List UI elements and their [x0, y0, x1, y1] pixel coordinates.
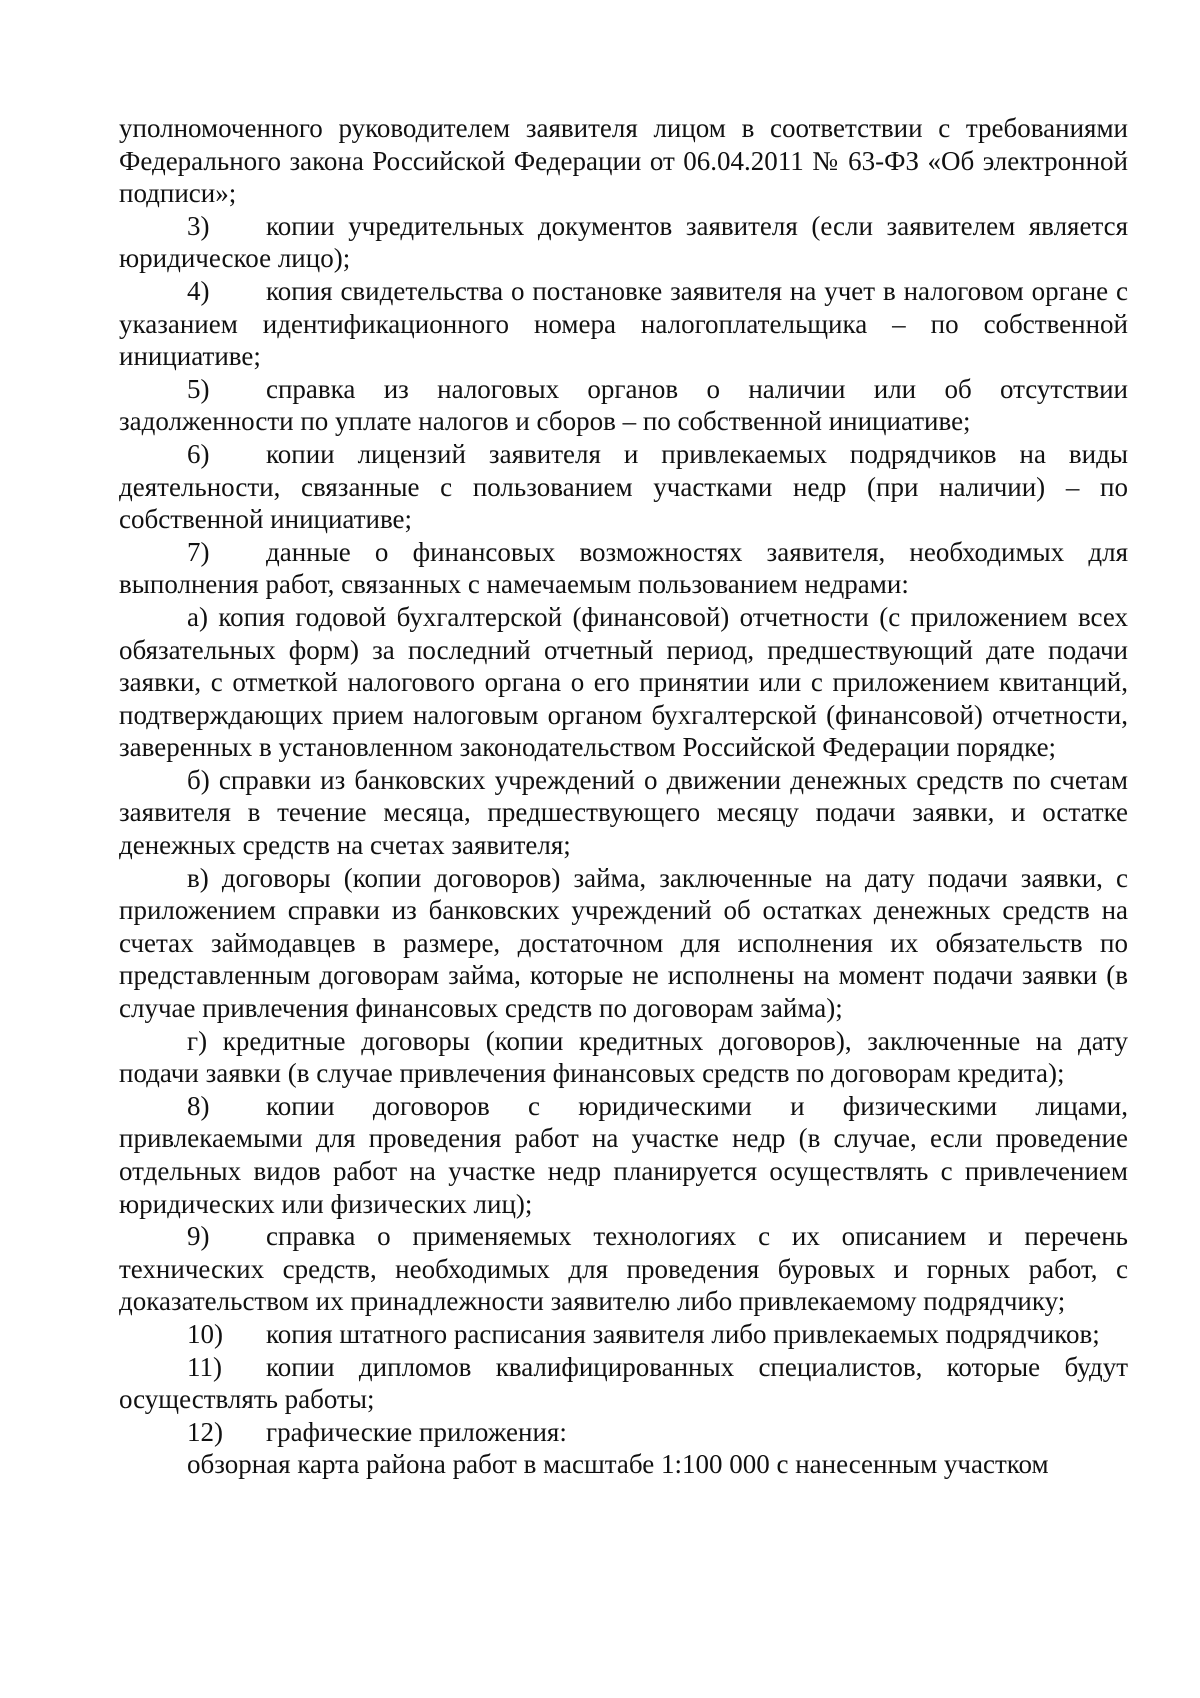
item-number: 8) [187, 1090, 210, 1121]
list-item-12 [119, 1416, 1128, 1449]
item-number: 6) [187, 438, 210, 469]
item-text: копия штатного расписания заявителя либо привлекаемых подрядчиков; [266, 1318, 1100, 1349]
item-number: 10) [187, 1318, 223, 1349]
item-text: копия свидетельства о постановке заявителя на учет в налоговом органе с указанием идентификационного номера налогоплательщика – по собственной инициативе; [119, 275, 1128, 372]
item-number: 7) [187, 536, 210, 567]
sub-item-b: б) справки из банковских учреждений о движении денежных средств по счетам заявителя в течение месяца, предшествующего месяцу подачи заявки, и остатке денежных средств на счетах заявителя; [119, 764, 1128, 861]
document-page [119, 112, 1128, 1481]
list-item-9 [119, 1220, 1128, 1318]
item-text: справка из налоговых органов о наличии или об отсутствии задолженности по уплате налогов и сборов – по собственной инициативе; [119, 373, 1128, 437]
sub-item-v: в) договоры (копии договоров) займа, заключенные на дату подачи заявки, с приложением справки из банковских учреждений об остатках денежных средств на счетах займодавцев в размере, достаточном для исполнения их обязательств по представленным договорам займа, которые не исполнены на момент подачи заявки (в случае привлечения финансовых средств по договорам займа); [119, 862, 1128, 1024]
item-number: 9) [187, 1221, 210, 1252]
list-item-7 [119, 536, 1128, 601]
sub-item-overview-map: обзорная карта района работ в масштабе 1:100 000 с нанесенным участком [187, 1449, 1049, 1480]
item-text: копии дипломов квалифицированных специалистов, которые будут осуществлять работы; [119, 1351, 1128, 1415]
item-number: 3) [187, 210, 210, 241]
item-number: 11) [187, 1351, 222, 1382]
item-text: данные о финансовых возможностях заявителя, необходимых для выполнения работ, связанных с намечаемым пользованием недрами: [119, 536, 1128, 600]
item-text: копии договоров с юридическими и физическими лицами, привлекаемыми для проведения работ на участке недр (в случае, если проведение отдельных видов работ на участке недр планируется осуществлять с привлечением юридических или физических лиц); [119, 1090, 1128, 1219]
item-number: 12) [187, 1416, 223, 1447]
item-number: 4) [187, 275, 210, 306]
paragraph-continuation: уполномоченного руководителем заявителя лицом в соответствии с требованиями Федерального закона Российской Федерации от 06.04.2011 № 63-ФЗ «Об электронной подписи»; [119, 113, 1128, 209]
sub-item-g: г) кредитные договоры (копии кредитных договоров), заключенные на дату подачи заявки (в случае привлечения финансовых средств по договорам кредита); [119, 1025, 1128, 1089]
list-item-8 [119, 1090, 1128, 1220]
item-text: копии лицензий заявителя и привлекаемых подрядчиков на виды деятельности, связанные с пользованием участками недр (при наличии) – по собственной инициативе; [119, 438, 1128, 535]
list-item-5 [119, 373, 1128, 438]
list-item-11 [119, 1351, 1128, 1416]
item-text: справка о применяемых технологиях с их описанием и перечень технических средств, необходимых для проведения буровых и горных работ, с доказательством их принадлежности заявителю либо привлекаемому подрядчику; [119, 1221, 1128, 1317]
list-item-6 [119, 438, 1128, 536]
item-number: 5) [187, 373, 210, 404]
item-text: графические приложения: [266, 1416, 567, 1447]
list-item-4 [119, 275, 1128, 373]
list-item-3 [119, 210, 1128, 275]
list-item-10 [119, 1318, 1128, 1351]
item-text: копии учредительных документов заявителя (если заявителем является юридическое лицо); [119, 210, 1128, 274]
sub-item-a: а) копия годовой бухгалтерской (финансовой) отчетности (с приложением всех обязательных форм) за последний отчетный период, предшествующий дате подачи заявки, с отметкой налогового органа о его принятии или с приложением квитанций, подтверждающих прием налоговым органом бухгалтерской (финансовой) отчетности, заверенных в установленном законодательством Российской Федерации порядке; [119, 601, 1128, 763]
